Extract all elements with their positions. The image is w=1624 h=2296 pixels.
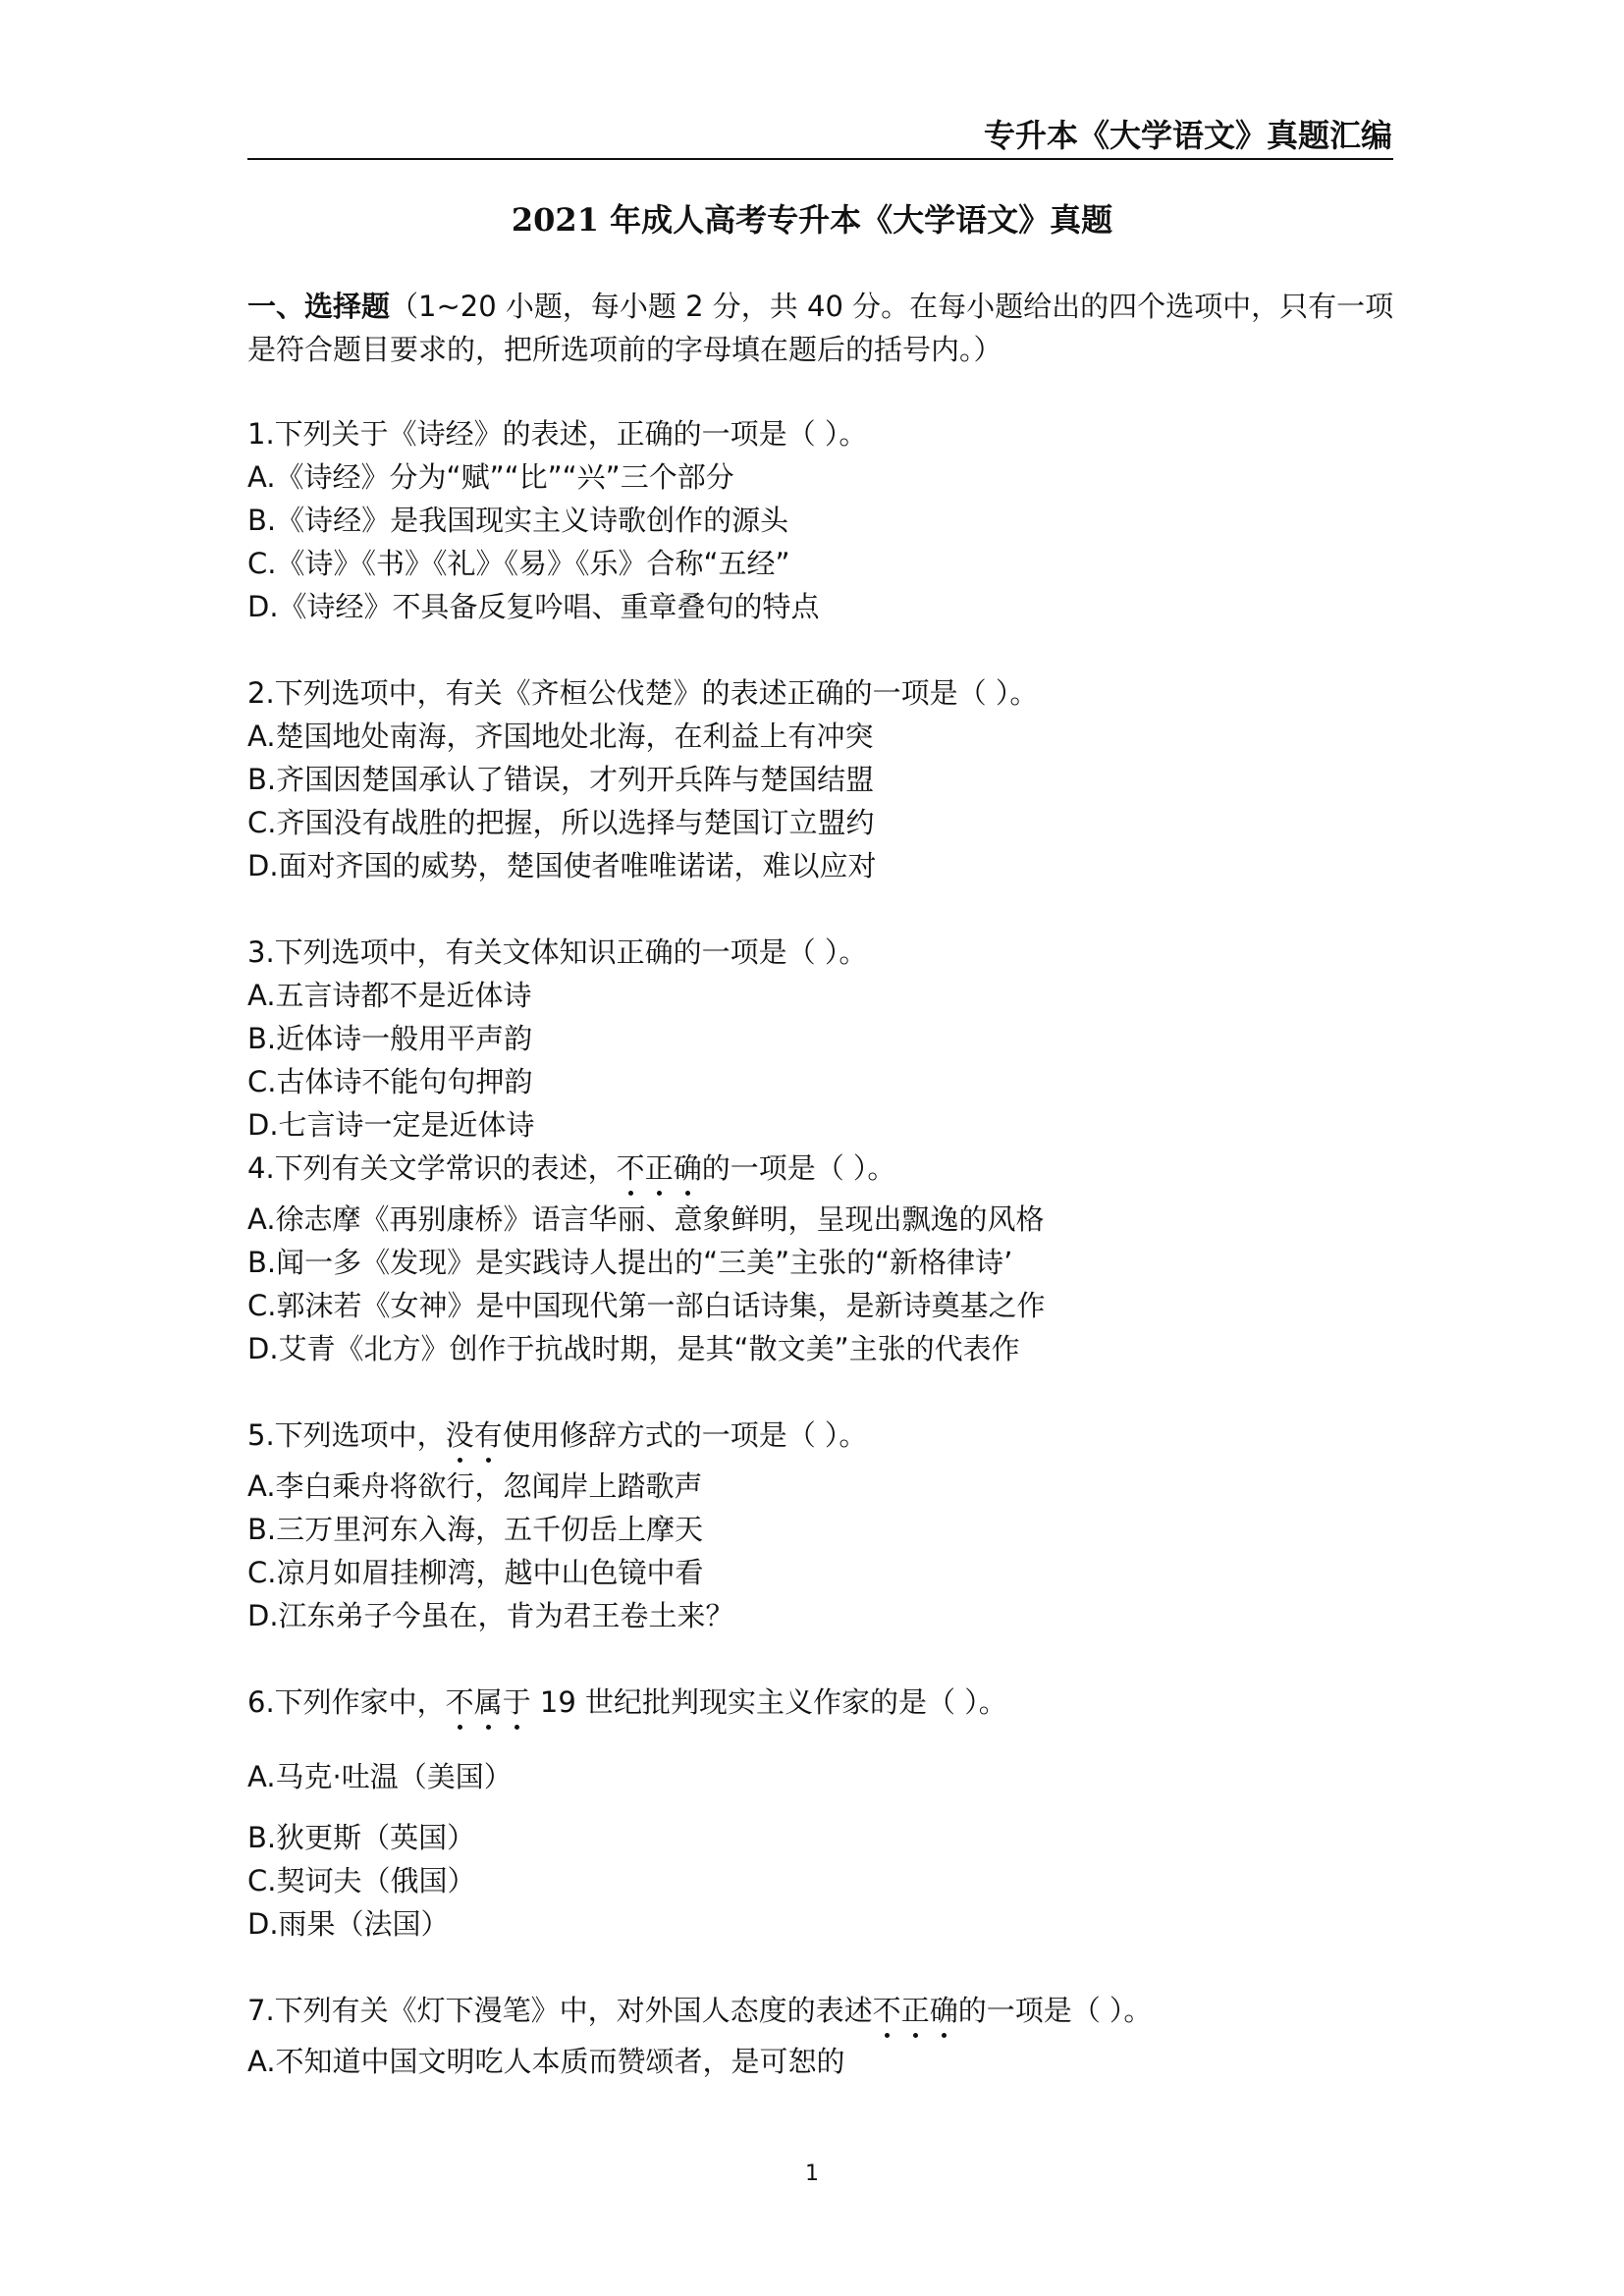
question-5-stem bbox=[247, 1415, 867, 1455]
question-stem-text: 7.下列有关《灯下漫笔》中，对外国人态度的表述 bbox=[247, 1994, 873, 2027]
emphasis-char: 正 bbox=[645, 1148, 674, 1188]
emphasis-char: 不 bbox=[873, 1991, 901, 2030]
emphasis-char: 正 bbox=[901, 1991, 930, 2030]
question-7-option-a: A.不知道中国文明吃人本质而赞颂者，是可恕的 bbox=[247, 2045, 845, 2078]
question-7-stem bbox=[247, 1991, 1152, 2030]
question-3-option-c: C.古体诗不能句句押韵 bbox=[247, 1065, 533, 1098]
question-6-option-d: D.雨果（法国） bbox=[247, 1907, 450, 1941]
question-4-stem bbox=[247, 1148, 895, 1188]
section-instructions bbox=[247, 285, 1396, 371]
question-stem-text: 使用修辞方式的一项是（ ）。 bbox=[502, 1418, 868, 1452]
emphasis-char: 不 bbox=[446, 1682, 474, 1722]
question-1-option-c: C.《诗》《书》《礼》《易》《乐》合称“五经” bbox=[247, 547, 790, 580]
question-4-option-b: B.闻一多《发现》是实践诗人提出的“三美”主张的“新格律诗’ bbox=[247, 1246, 1013, 1279]
question-4-option-a: A.徐志摩《再别康桥》语言华丽、意象鲜明，呈现出飘逸的风格 bbox=[247, 1202, 1045, 1236]
question-stem-text: 的一项是（ ）。 bbox=[701, 1151, 896, 1185]
question-stem-text: 的一项是（ ）。 bbox=[957, 1994, 1153, 2027]
question-3-option-b: B.近体诗一般用平声韵 bbox=[247, 1022, 533, 1055]
emphasis-char: 确 bbox=[930, 1991, 958, 2030]
question-6-stem bbox=[247, 1682, 1007, 1722]
question-stem-text: 5.下列选项中， bbox=[247, 1418, 446, 1452]
question-6-option-a: A.马克·吐温（美国） bbox=[247, 1760, 513, 1793]
question-1-stem: 1.下列关于《诗经》的表述，正确的一项是（ ）。 bbox=[247, 417, 868, 451]
question-3-option-d: D.七言诗一定是近体诗 bbox=[247, 1108, 535, 1142]
question-5-option-d: D.江东弟子今虽在，肯为君王卷土来？ bbox=[247, 1599, 734, 1632]
question-4-option-c: C.郭沫若《女神》是中国现代第一部白话诗集，是新诗奠基之作 bbox=[247, 1289, 1046, 1322]
header-divider bbox=[247, 158, 1393, 160]
question-2-option-a: A.楚国地处南海，齐国地处北海，在利益上有冲突 bbox=[247, 720, 874, 753]
question-stem-text: 19 世纪批判现实主义作家的是（ ）。 bbox=[530, 1685, 1007, 1719]
question-3-stem: 3.下列选项中，有关文体知识正确的一项是（ ）。 bbox=[247, 935, 868, 969]
emphasis-char: 有 bbox=[474, 1415, 503, 1455]
question-2-option-b: B.齐国因楚国承认了错误，才列开兵阵与楚国结盟 bbox=[247, 763, 875, 796]
question-5-option-c: C.凉月如眉挂柳湾，越中山色镜中看 bbox=[247, 1556, 704, 1589]
question-1-option-a: A.《诗经》分为“赋”“比”“兴”三个部分 bbox=[247, 460, 734, 494]
section-instructions-text: （1~20 小题，每小题 2 分，共 40 分。在每小题给出的四个选项中，只有一项是符合题目要求的，把所选项前的字母填在题后的括号内。） bbox=[247, 290, 1394, 366]
question-4-option-d: D.艾青《北方》创作于抗战时期，是其“散文美”主张的代表作 bbox=[247, 1332, 1020, 1365]
section-label: 一、选择题 bbox=[247, 290, 391, 323]
emphasis-char: 于 bbox=[503, 1682, 531, 1722]
question-5-option-b: B.三万里河东入海，五千仞岳上摩天 bbox=[247, 1513, 704, 1546]
emphasis-char: 确 bbox=[674, 1148, 702, 1188]
emphasis-char: 属 bbox=[474, 1682, 503, 1722]
question-1-option-d: D.《诗经》不具备反复吟唱、重章叠句的特点 bbox=[247, 590, 820, 623]
page-number: 1 bbox=[805, 2162, 819, 2186]
question-3-option-a: A.五言诗都不是近体诗 bbox=[247, 979, 532, 1012]
question-2-option-c: C.齐国没有战胜的把握，所以选择与楚国订立盟约 bbox=[247, 806, 875, 839]
question-2-stem: 2.下列选项中，有关《齐桓公伐楚》的表述正确的一项是（ ）。 bbox=[247, 676, 1039, 710]
question-6-option-c: C.契诃夫（俄国） bbox=[247, 1864, 476, 1897]
running-header-title: 专升本《大学语文》真题汇编 bbox=[983, 117, 1392, 154]
emphasis-char: 不 bbox=[617, 1148, 645, 1188]
question-stem-text: 6.下列作家中， bbox=[247, 1685, 446, 1719]
question-5-option-a: A.李白乘舟将欲行，忽闻岸上踏歌声 bbox=[247, 1469, 703, 1503]
question-2-option-d: D.面对齐国的威势，楚国使者唯唯诺诺，难以应对 bbox=[247, 849, 877, 882]
document-title: 2021 年成人高考专升本《大学语文》真题 bbox=[511, 201, 1113, 239]
emphasis-char: 没 bbox=[446, 1415, 474, 1455]
question-1-option-b: B.《诗经》是我国现实主义诗歌创作的源头 bbox=[247, 504, 789, 537]
question-stem-text: 4.下列有关文学常识的表述， bbox=[247, 1151, 617, 1185]
question-6-option-b: B.狄更斯（英国） bbox=[247, 1821, 476, 1854]
